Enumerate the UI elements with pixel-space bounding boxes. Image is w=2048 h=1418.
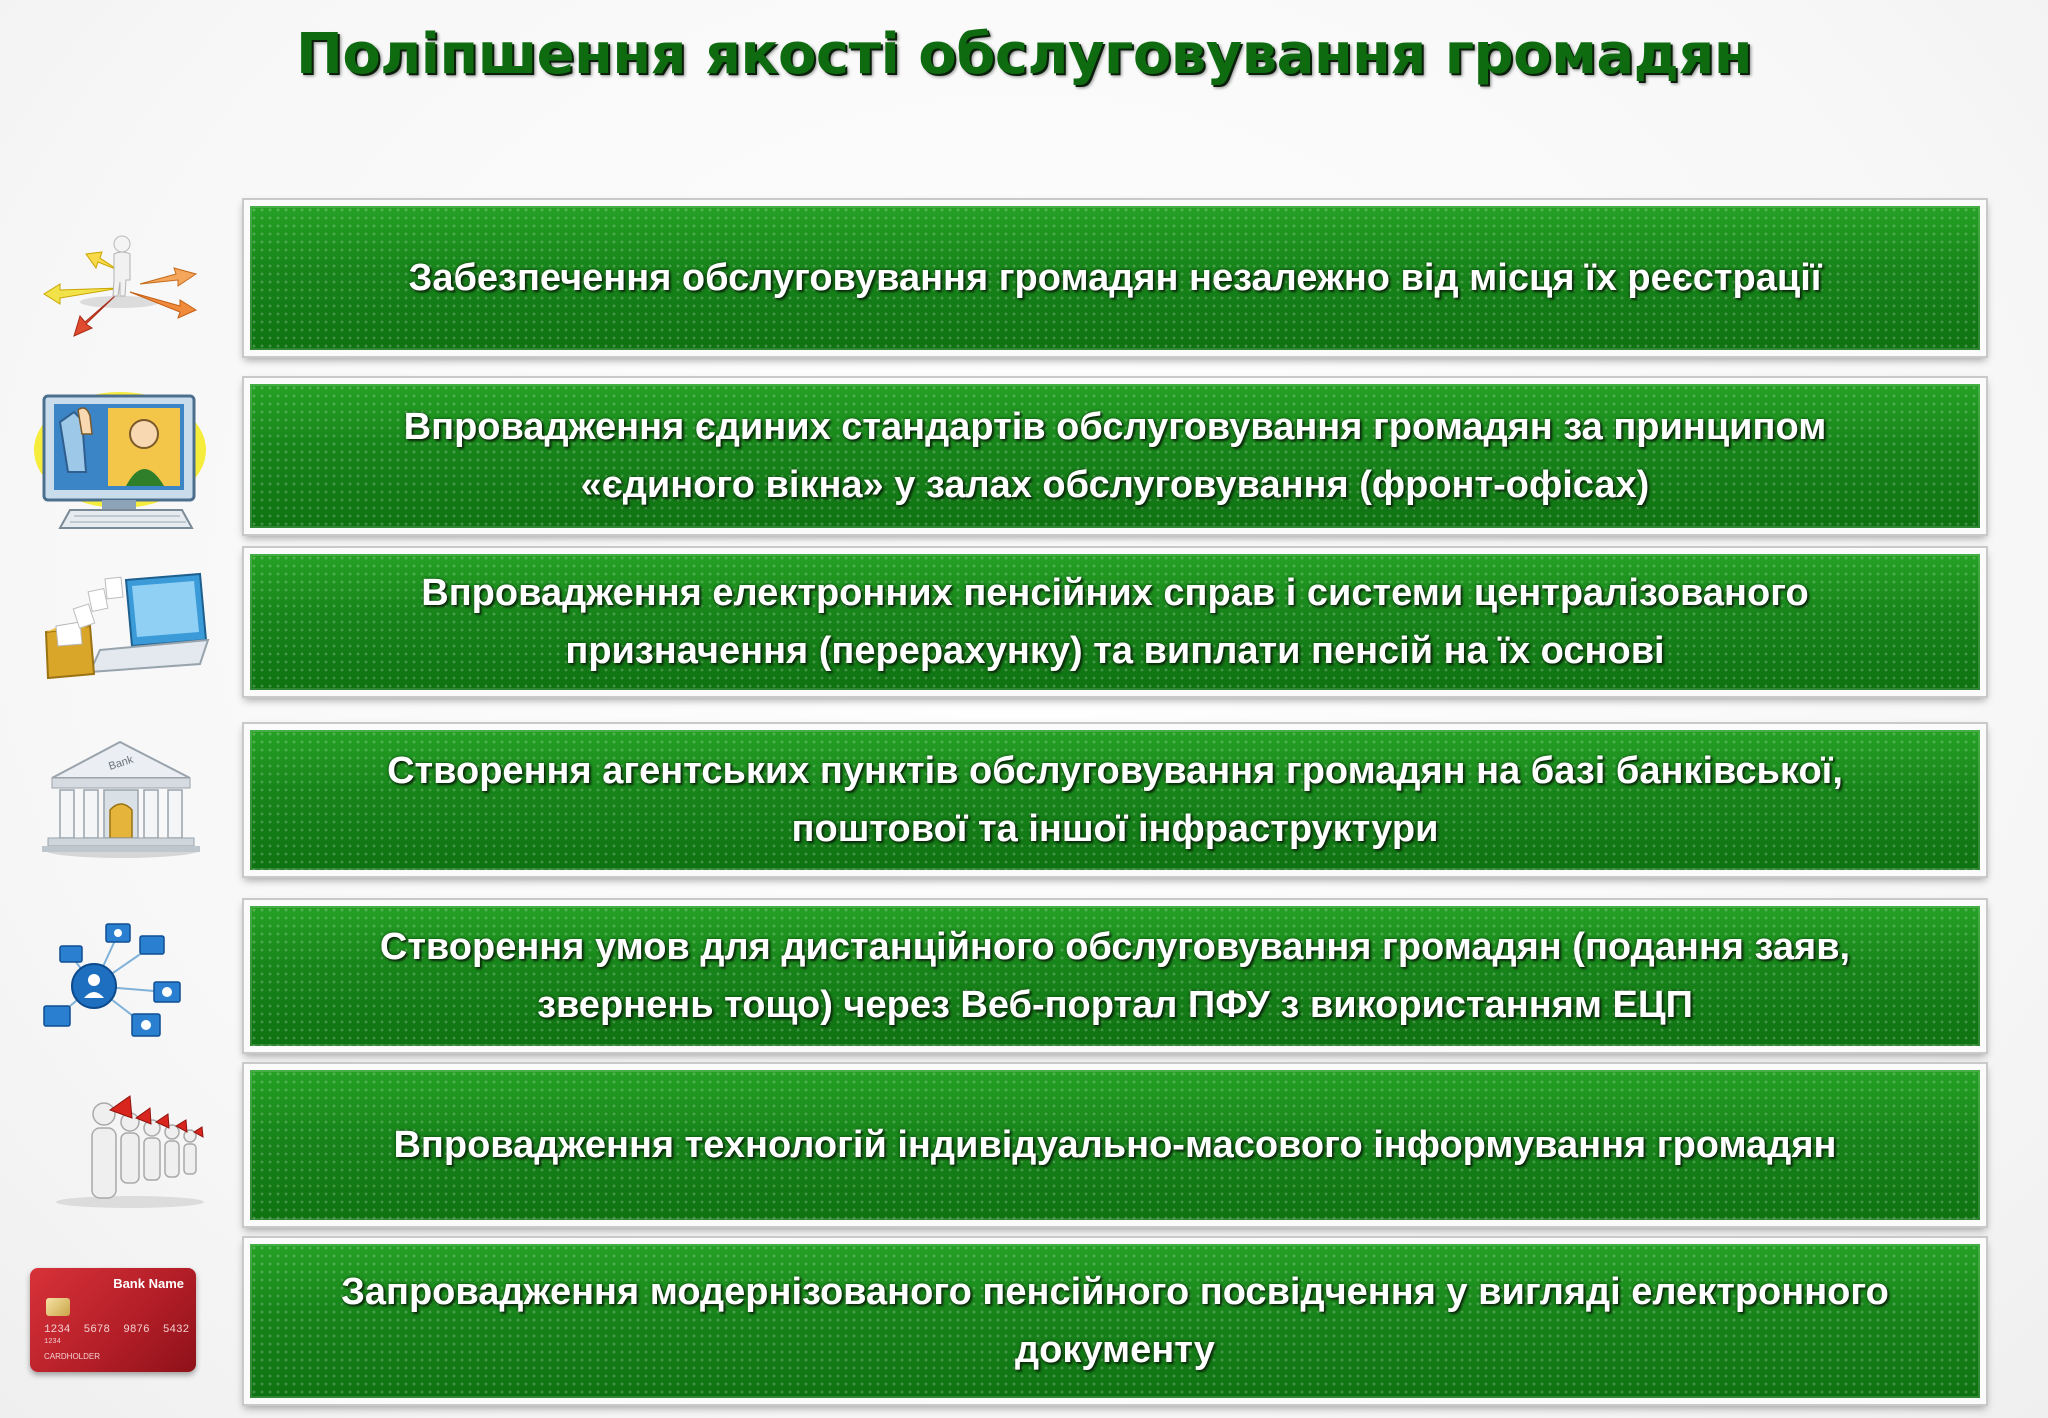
list-item bbox=[0, 548, 2048, 696]
bank-name-text: Bank Name bbox=[113, 1276, 184, 1291]
megaphone-people-icon bbox=[30, 1078, 210, 1212]
cardholder-text: CARDHOLDER bbox=[44, 1352, 101, 1361]
bank-card-icon bbox=[30, 1268, 210, 1372]
list-item bbox=[0, 200, 2048, 356]
single-window-computer-icon bbox=[30, 382, 210, 532]
list-item bbox=[0, 378, 2048, 534]
list-item bbox=[0, 724, 2048, 876]
info-box-text: Впровадження єдиних стандартів обслуговування громадян за принципом «єдиного вікна» у залах обслуговування (фронт-офісах) bbox=[403, 406, 1827, 506]
info-box-text: Впровадження електронних пенсійних справ і системи централізованого призначення (перерахунку) та виплати пенсій на їх основі bbox=[421, 572, 1809, 672]
info-box-text: Створення агентських пунктів обслуговування громадян на базі банківської, поштової та іншої інфраструктури bbox=[387, 750, 1843, 850]
info-box bbox=[244, 724, 1986, 876]
info-box bbox=[244, 1064, 1986, 1226]
info-box bbox=[244, 548, 1986, 696]
info-box bbox=[244, 1238, 1986, 1404]
bank-card bbox=[30, 1268, 196, 1372]
card-small-number-text: 1234 bbox=[44, 1338, 61, 1346]
list-item bbox=[0, 1238, 2048, 1404]
list-item bbox=[0, 1064, 2048, 1226]
info-box-text: Запровадження модернізованого пенсійного посвідчення у вигляді електронного документу bbox=[341, 1271, 1889, 1371]
network-mail-icon bbox=[30, 910, 210, 1044]
info-box bbox=[244, 900, 1986, 1052]
info-box-text: Створення умов для дистанційного обслуговування громадян (подання заяв, звернень тощо) через Веб-портал ПФУ з використанням ЕЦП bbox=[379, 926, 1851, 1026]
list-item bbox=[0, 900, 2048, 1052]
info-box bbox=[244, 378, 1986, 534]
card-number-text: 1234 5678 9876 5432 bbox=[44, 1324, 190, 1336]
electronic-documents-laptop-icon bbox=[30, 566, 210, 686]
info-box-text: Впровадження технологій індивідуально-масового інформування громадян bbox=[393, 1124, 1837, 1166]
info-box-text: Забезпечення обслуговування громадян незалежно від місця їх реєстрації bbox=[408, 257, 1822, 299]
directions-person-icon bbox=[30, 230, 210, 340]
bank-sign-text: Bank bbox=[107, 753, 135, 773]
page-title: Поліпшення якості обслуговування громадян bbox=[295, 22, 1753, 87]
chip-icon bbox=[46, 1298, 70, 1316]
info-box bbox=[244, 200, 1986, 356]
bank-building-icon bbox=[30, 732, 210, 862]
